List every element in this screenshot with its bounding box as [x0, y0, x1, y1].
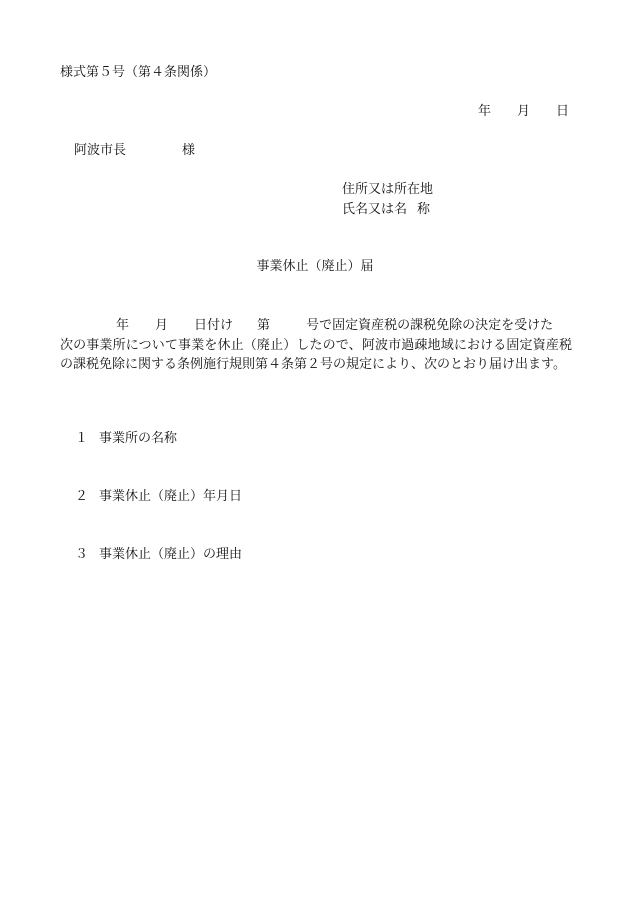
item-label: 事業所の名称	[99, 431, 178, 446]
applicant-block	[342, 180, 433, 220]
body-rest: 次の事業所について事業を休止（廃止）したので、阿波市過疎地域における固定資産税の課税免除に関する条例施行規則第４条第２号の規定により、次のとおり届け出ます。	[60, 337, 572, 372]
addressee-honorific: 様	[182, 143, 196, 158]
body-no-label: 第	[257, 318, 271, 333]
date-day-label: 日	[555, 104, 569, 119]
body-dated-label: 日付け	[194, 318, 234, 333]
date-line	[478, 103, 569, 121]
document-title: 事業休止（廃止）届	[256, 259, 374, 274]
body-first-line	[60, 316, 572, 336]
applicant-address-label: 住所又は所在地	[342, 182, 434, 197]
item-label: 事業休止（廃止）年月日	[99, 489, 243, 504]
item-number: １	[75, 431, 89, 446]
applicant-name-label	[342, 200, 433, 220]
item-number: ２	[75, 489, 89, 504]
body-month-label: 月	[155, 318, 169, 333]
list-item	[75, 546, 242, 564]
item-number: ３	[75, 547, 89, 562]
applicant-name-label-b: 称	[417, 202, 431, 217]
applicant-name-label-a: 氏名又は名	[342, 202, 408, 217]
form-number: 様式第５号（第４条関係）	[60, 65, 217, 80]
date-month-label: 月	[516, 104, 530, 119]
list-item	[75, 430, 177, 448]
body-year-label: 年	[116, 318, 130, 333]
addressee	[74, 142, 195, 160]
body-paragraph	[60, 316, 572, 375]
date-year-label: 年	[477, 104, 491, 119]
list-item	[75, 488, 242, 506]
body-line1-rest: 号で固定資産税の課税免除の決定を受けた	[306, 318, 554, 333]
item-label: 事業休止（廃止）の理由	[99, 547, 243, 562]
addressee-name: 阿波市長	[74, 143, 127, 158]
